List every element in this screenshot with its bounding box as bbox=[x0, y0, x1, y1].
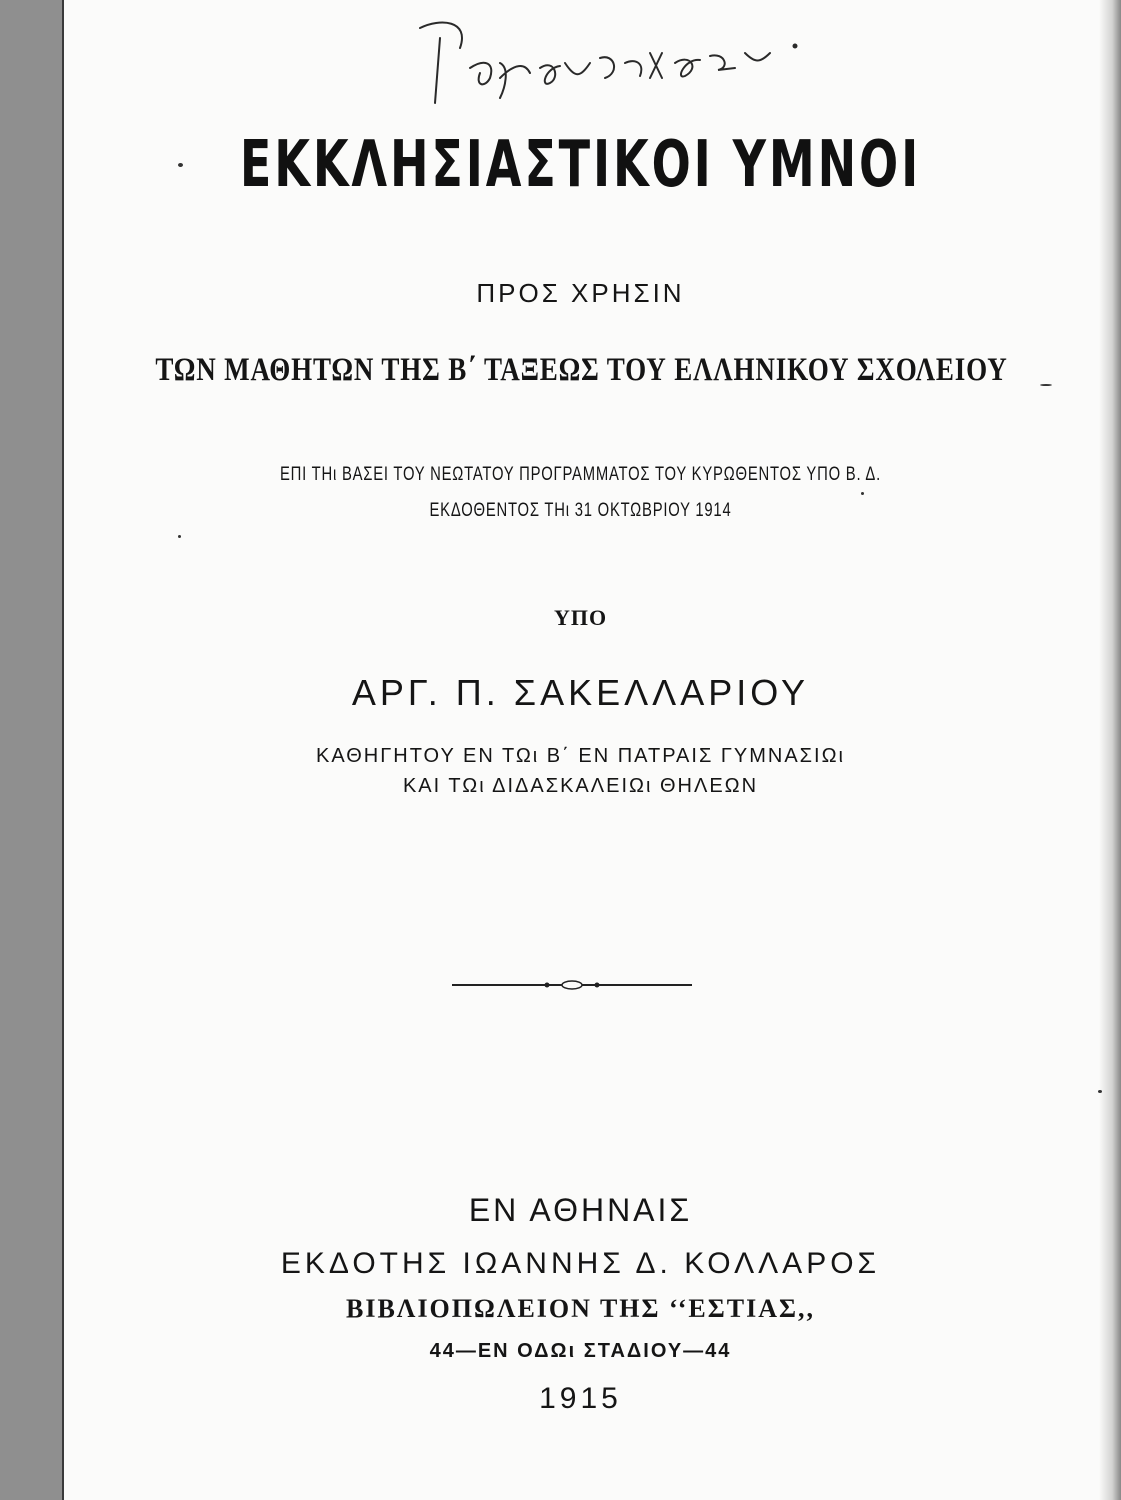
publication-place: ΕΝ ΑΘΗΝΑΙΣ bbox=[468, 1192, 693, 1228]
purpose-line: ΠΡΟΣ ΧΡΗΣΙΝ bbox=[476, 278, 685, 308]
author-name: ΑΡΓ. Π. ΣΑΚΕΛΛΑΡΙΟΥ bbox=[351, 672, 810, 713]
by-label: ΥΠΟ bbox=[553, 605, 608, 630]
book-title: ΕΚΚΛΗΣΙΑΣΤΙΚΟΙ ΥΜΝΟΙ bbox=[239, 128, 922, 202]
ink-speck bbox=[1098, 1090, 1102, 1093]
ink-speck bbox=[178, 163, 183, 167]
ink-speck bbox=[1040, 384, 1052, 386]
curriculum-basis-line-2: ΕΚΔΟΘΕΝΤΟΣ ΤΗι 31 ΟΚΤΩΒΡΙΟΥ 1914 bbox=[429, 500, 732, 521]
ink-speck bbox=[861, 492, 864, 495]
ink-speck bbox=[178, 535, 181, 538]
publication-year: 1915 bbox=[539, 1382, 622, 1415]
curriculum-basis-line-1: ΕΠΙ ΤΗι ΒΑΣΕΙ ΤΟΥ ΝΕΩΤΑΤΟΥ ΠΡΟΓΡΑΜΜΑΤΟΣ ΤΟΥ ΚΥΡΩΘΕΝΤΟΣ ΥΠΟ Β. Δ. bbox=[279, 464, 882, 485]
address-line: 44—ΕΝ ΟΔΩι ΣΤΑΔΙΟΥ—44 bbox=[429, 1340, 732, 1362]
ornamental-divider bbox=[452, 975, 692, 995]
page-edge-shadow bbox=[1099, 0, 1121, 1500]
audience-line: ΤΩΝ ΜΑΘΗΤΩΝ ΤΗΣ Β΄ ΤΑΞΕΩΣ ΤΟΥ ΕΛΛΗΝΙΚΟΥ ΣΧΟΛΕΙΟΥ bbox=[155, 352, 1008, 388]
publisher-line: ΕΚΔΟΤΗΣ ΙΩΑΝΝΗΣ Δ. ΚΟΛΛΑΡΟΣ bbox=[280, 1247, 881, 1280]
author-credential-line-2: ΚΑΙ ΤΩι ΔΙΔΑΣΚΑΛΕΙΩι ΘΗΛΕΩΝ bbox=[402, 775, 759, 797]
author-credential-line-1: ΚΑΘΗΓΗΤΟΥ ΕΝ ΤΩι Β΄ ΕΝ ΠΑΤΡΑΙΣ ΓΥΜΝΑΣΙΩι bbox=[315, 745, 845, 767]
handwritten-signature-note bbox=[400, 8, 820, 118]
book-spine-edge bbox=[0, 0, 64, 1500]
bookstore-line: ΒΙΒΛΙΟΠΩΛΕΙΟΝ ΤΗΣ ‘‘ΕΣΤΙΑΣ,, bbox=[346, 1294, 815, 1323]
